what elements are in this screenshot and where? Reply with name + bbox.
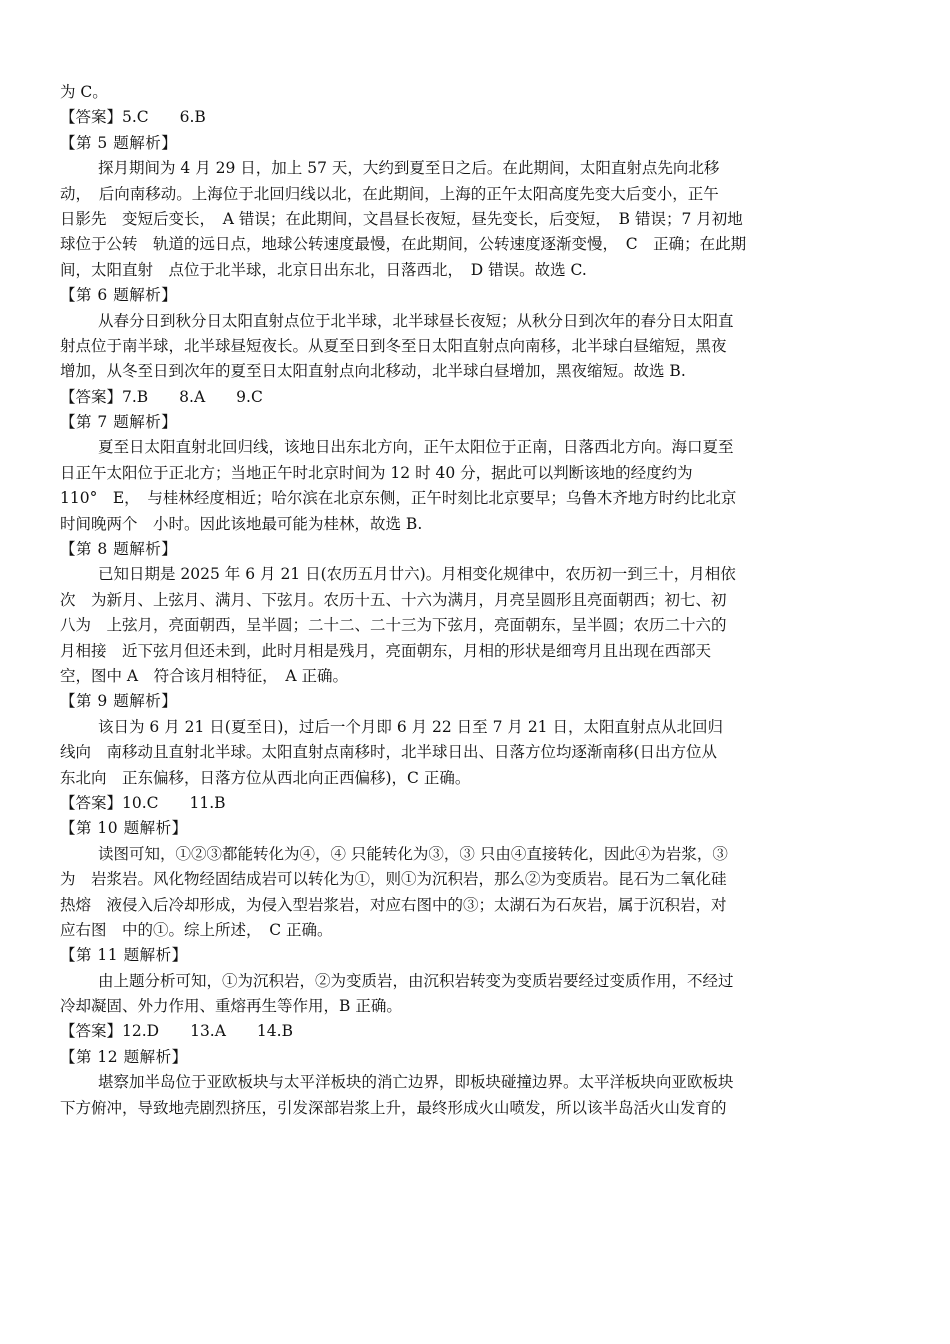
paragraph-first-line: 由上题分析可知，①为沉积岩，②为变质岩，由沉积岩转变为变质岩要经过变质作用，不经过 xyxy=(98,971,734,990)
text-line: 时间晚两个 小时。因此该地最可能为桂林，故选 B. xyxy=(60,514,423,533)
text-line: 射点位于南半球，北半球昼短夜长。从夏至日到冬至日太阳直射点向南移，北半球白昼缩短，黑夜 xyxy=(60,336,727,355)
answer-line: 【答案】7.B 8.A 9.C xyxy=(60,387,263,406)
section-heading: 【第 11 题解析】 xyxy=(60,946,188,965)
text-line: 线向 南移动且直射北半球。太阳直射点南移时，北半球日出、日落方位均逐渐南移(日出方位从 xyxy=(60,743,718,762)
section-heading: 【第 5 题解析】 xyxy=(60,133,178,152)
text-line: 110° E， 与桂林经度相近；哈尔滨在北京东侧，正午时刻比北京要早；乌鲁木齐地方时约比北京 xyxy=(60,489,737,508)
paragraph-first-line: 从春分日到秋分日太阳直射点位于北半球，北半球昼长夜短；从秋分日到次年的春分日太阳直 xyxy=(98,311,734,330)
document-page xyxy=(60,80,890,1121)
paragraph-first-line: 探月期间为 4 月 29 日，加上 57 天，大约到夏至日之后。在此期间，太阳直射点先向北移 xyxy=(98,159,720,178)
section-heading: 【第 7 题解析】 xyxy=(60,413,178,432)
text-line: 热熔 液侵入后冷却形成，为侵入型岩浆岩，对应右图中的③；太湖石为石灰岩，属于沉积岩，对 xyxy=(60,895,727,914)
text-line: 增加，从冬至日到次年的夏至日太阳直射点向北移动，北半球白昼增加，黑夜缩短。故选 B. xyxy=(60,362,686,381)
text-line: 冷却凝固、外力作用、重熔再生等作用，B 正确。 xyxy=(60,997,402,1016)
text-line: 间，太阳直射 点位于北半球，北京日出东北，日落西北， D 错误。故选 C. xyxy=(60,260,587,279)
text-line: 东北向 正东偏移，日落方位从西北向正西偏移)，C 正确。 xyxy=(60,768,471,787)
paragraph-first-line: 读图可知，①②③都能转化为④，④ 只能转化为③，③ 只由④直接转化，因此④为岩浆，③ xyxy=(98,844,728,863)
answer-line: 【答案】12.D 13.A 14.B xyxy=(60,1022,293,1041)
paragraph-first-line: 夏至日太阳直射北回归线，该地日出东北方向，正午太阳位于正南，日落西北方向。海口夏至 xyxy=(98,438,734,457)
text-line: 为 C。 xyxy=(60,83,108,101)
text-line: 八为 上弦月，亮面朝西，呈半圆；二十二、二十三为下弦月，亮面朝东，呈半圆；农历二十六的 xyxy=(60,616,727,635)
paragraph-first-line: 该日为 6 月 21 日(夏至日)，过后一个月即 6 月 22 日至 7 月 21 日，太阳直射点从北回归 xyxy=(98,717,723,736)
paragraph-first-line: 堪察加半岛位于亚欧板块与太平洋板块的消亡边界，即板块碰撞边界。太平洋板块向亚欧板块 xyxy=(98,1073,734,1092)
text-line: 日影先 变短后变长， A 错误；在此期间，文昌昼长夜短，昼先变长，后变短， B 错误；7 月初地 xyxy=(60,209,743,228)
paragraph-first-line: 已知日期是 2025 年 6 月 21 日(农历五月廿六)。月相变化规律中，农历初一到三十，月相依 xyxy=(98,565,736,584)
section-heading: 【第 10 题解析】 xyxy=(60,819,188,838)
text-line: 下方俯冲，导致地壳剧烈挤压，引发深部岩浆上升，最终形成火山喷发，所以该半岛活火山发育的 xyxy=(60,1098,727,1117)
text-line: 空，图中 A 符合该月相特征， A 正确。 xyxy=(60,666,348,685)
section-heading: 【第 6 题解析】 xyxy=(60,286,178,305)
text-line: 月相接 近下弦月但还未到，此时月相是残月，亮面朝东，月相的形状是细弯月且出现在西部天 xyxy=(60,641,712,660)
section-heading: 【第 8 题解析】 xyxy=(60,540,178,559)
text-line: 应右图 中的①。综上所述， C 正确。 xyxy=(60,920,333,939)
text-line: 日正午太阳位于正北方；当地正午时北京时间为 12 时 40 分，据此可以判断该地的经度约为 xyxy=(60,463,693,482)
section-heading: 【第 12 题解析】 xyxy=(60,1047,188,1066)
text-line: 球位于公转 轨道的远日点，地球公转速度最慢，在此期间，公转速度逐渐变慢， C 正确；在此期 xyxy=(60,235,747,254)
text-line: 为 岩浆岩。风化物经固结成岩可以转化为①，则①为沉积岩，那么②为变质岩。昆石为二氧化硅 xyxy=(60,870,727,889)
text-line: 次 为新月、上弦月、满月、下弦月。农历十五、十六为满月，月亮呈圆形且亮面朝西；初七、初 xyxy=(60,590,727,609)
section-heading: 【第 9 题解析】 xyxy=(60,692,178,711)
answer-line: 【答案】10.C 11.B xyxy=(60,793,226,812)
text-line: 动， 后向南移动。上海位于北回归线以北，在此期间，上海的正午太阳高度先变大后变小，正午 xyxy=(60,184,719,203)
answer-line: 【答案】5.C 6.B xyxy=(60,108,206,127)
